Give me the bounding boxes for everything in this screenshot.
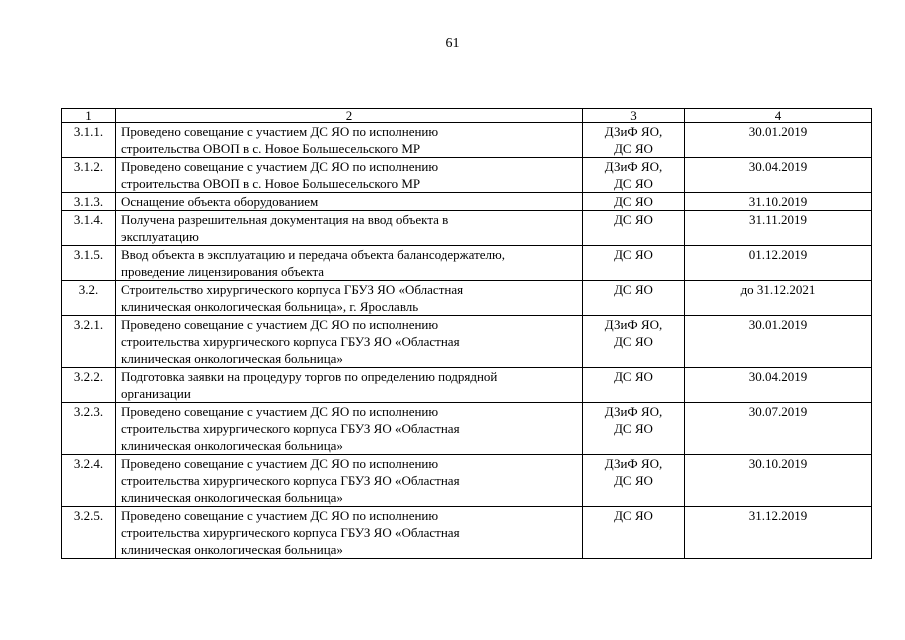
deadline-cell: 31.11.2019: [685, 211, 872, 246]
table-row: [62, 193, 872, 211]
executor-line: ДЗиФ ЯО,: [604, 317, 663, 332]
description-line: Проведено совещание с участием ДС ЯО по исполнению: [121, 508, 439, 523]
deadline-cell: 30.01.2019: [685, 123, 872, 158]
description-line: строительства ОВОП в с. Новое Большесельского МР: [121, 141, 421, 156]
deadline-cell: 30.07.2019: [685, 403, 872, 455]
table-row: [62, 246, 872, 281]
table-row: [62, 507, 872, 559]
table-row: [62, 316, 872, 368]
executor-line: ДЗиФ ЯО,: [604, 124, 663, 139]
executor-cell: [583, 281, 685, 316]
description-line: строительства хирургического корпуса ГБУЗ ЯО «Областная: [121, 473, 460, 488]
executor-line: ДЗиФ ЯО,: [604, 456, 663, 471]
description-line: организации: [121, 386, 191, 401]
executor-cell: [583, 158, 685, 193]
description-cell: [116, 368, 583, 403]
executor-line: ДС ЯО: [614, 369, 653, 384]
description-line: Получена разрешительная документация на ввод объекта в: [121, 212, 449, 227]
deadline-cell: 01.12.2019: [685, 246, 872, 281]
deadline-cell: до 31.12.2021: [685, 281, 872, 316]
description-cell: [116, 211, 583, 246]
table-row: [62, 403, 872, 455]
description-line: Проведено совещание с участием ДС ЯО по исполнению: [121, 159, 439, 174]
description-cell: [116, 123, 583, 158]
description-line: эксплуатацию: [121, 229, 199, 244]
row-number-cell: 3.2.3.: [62, 403, 116, 455]
deadline-cell: 31.10.2019: [685, 193, 872, 211]
table-row: [62, 123, 872, 158]
executor-line: ДС ЯО: [614, 421, 653, 436]
description-line: строительства хирургического корпуса ГБУЗ ЯО «Областная: [121, 525, 460, 540]
description-line: клиническая онкологическая больница»: [121, 542, 343, 557]
header-row: [62, 109, 872, 123]
header-cell-col2: 2: [116, 109, 583, 123]
row-number-cell: 3.1.2.: [62, 158, 116, 193]
row-number-cell: 3.2.5.: [62, 507, 116, 559]
description-line: Ввод объекта в эксплуатацию и передача объекта балансодержателю,: [121, 247, 505, 262]
description-cell: [116, 507, 583, 559]
executor-line: ДС ЯО: [614, 212, 653, 227]
description-line: Оснащение объекта оборудованием: [121, 194, 319, 209]
executor-cell: [583, 368, 685, 403]
row-number-cell: 3.2.2.: [62, 368, 116, 403]
table-row: [62, 158, 872, 193]
table-row: [62, 211, 872, 246]
row-number-cell: 3.1.3.: [62, 193, 116, 211]
row-number-cell: 3.1.5.: [62, 246, 116, 281]
description-line: строительства хирургического корпуса ГБУЗ ЯО «Областная: [121, 334, 460, 349]
deadline-cell: 30.04.2019: [685, 158, 872, 193]
row-number-cell: 3.1.1.: [62, 123, 116, 158]
row-number-cell: 3.2.4.: [62, 455, 116, 507]
description-line: Строительство хирургического корпуса ГБУЗ ЯО «Областная: [121, 282, 464, 297]
page-number: 61: [445, 36, 460, 51]
description-cell: [116, 281, 583, 316]
description-line: строительства хирургического корпуса ГБУЗ ЯО «Областная: [121, 421, 460, 436]
table-row: [62, 368, 872, 403]
row-number-cell: 3.2.1.: [62, 316, 116, 368]
deadline-cell: 31.12.2019: [685, 507, 872, 559]
description-line: клиническая онкологическая больница»: [121, 438, 343, 453]
description-line: клиническая онкологическая больница»: [121, 351, 343, 366]
executor-line: ДС ЯО: [614, 141, 653, 156]
description-line: Проведено совещание с участием ДС ЯО по исполнению: [121, 404, 439, 419]
executor-cell: [583, 123, 685, 158]
executor-cell: [583, 455, 685, 507]
header-cell-col3: 3: [583, 109, 685, 123]
header-cell-col1: 1: [62, 109, 116, 123]
description-cell: [116, 193, 583, 211]
deadline-cell: 30.10.2019: [685, 455, 872, 507]
description-line: строительства ОВОП в с. Новое Большесельского МР: [121, 176, 421, 191]
description-line: клиническая онкологическая больница», г. Ярославль: [121, 299, 419, 314]
executor-cell: [583, 403, 685, 455]
executor-line: ДС ЯО: [614, 508, 653, 523]
description-line: Подготовка заявки на процедуру торгов по определению подрядной: [121, 369, 498, 384]
executor-cell: [583, 193, 685, 211]
description-line: Проведено совещание с участием ДС ЯО по исполнению: [121, 317, 439, 332]
executor-line: ДС ЯО: [614, 473, 653, 488]
description-cell: [116, 455, 583, 507]
executor-line: ДС ЯО: [614, 194, 653, 209]
description-cell: [116, 246, 583, 281]
executor-line: ДЗиФ ЯО,: [604, 159, 663, 174]
table-row: [62, 455, 872, 507]
description-line: Проведено совещание с участием ДС ЯО по исполнению: [121, 124, 439, 139]
executor-cell: [583, 211, 685, 246]
executor-line: ДС ЯО: [614, 334, 653, 349]
executor-line: ДС ЯО: [614, 282, 653, 297]
executor-line: ДС ЯО: [614, 247, 653, 262]
deadline-cell: 30.01.2019: [685, 316, 872, 368]
description-line: клиническая онкологическая больница»: [121, 490, 343, 505]
executor-cell: [583, 507, 685, 559]
description-cell: [116, 403, 583, 455]
description-cell: [116, 158, 583, 193]
row-number-cell: 3.1.4.: [62, 211, 116, 246]
header-cell-col4: 4: [685, 109, 872, 123]
table-body: [62, 109, 872, 559]
description-cell: [116, 316, 583, 368]
plan-table: [61, 108, 872, 559]
description-line: проведение лицензирования объекта: [121, 264, 325, 279]
executor-cell: [583, 316, 685, 368]
executor-line: ДЗиФ ЯО,: [604, 404, 663, 419]
deadline-cell: 30.04.2019: [685, 368, 872, 403]
description-line: Проведено совещание с участием ДС ЯО по исполнению: [121, 456, 439, 471]
executor-cell: [583, 246, 685, 281]
row-number-cell: 3.2.: [62, 281, 116, 316]
executor-line: ДС ЯО: [614, 176, 653, 191]
table-row: [62, 281, 872, 316]
